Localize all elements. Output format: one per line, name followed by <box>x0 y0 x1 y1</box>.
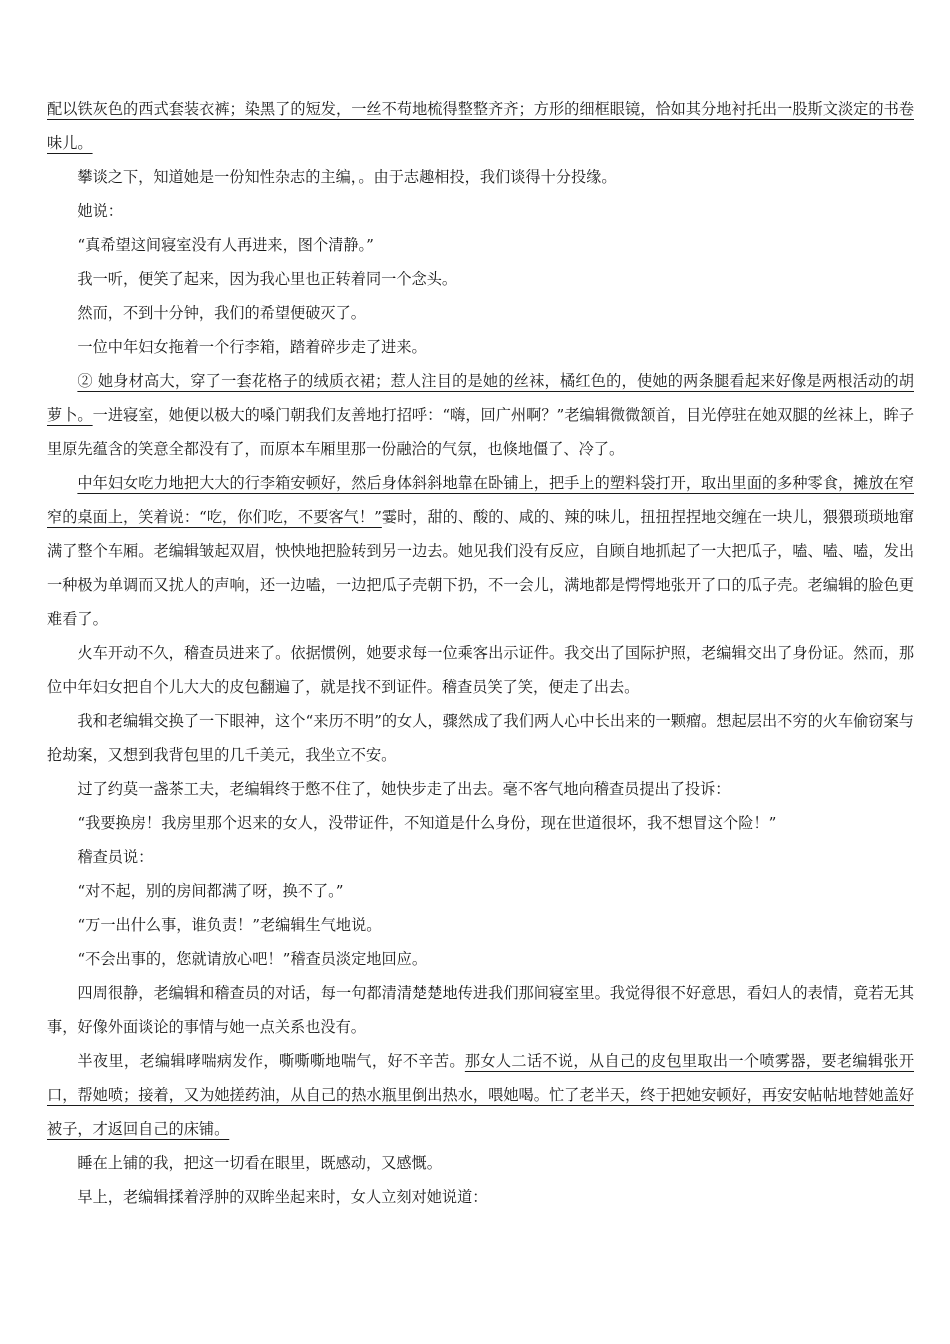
underlined-text: 中年妇女吃力地把大大的行李箱安顿好，然后身体斜斜地靠在卧铺上，把手上的塑料袋打开，取出里面的多种零食，摊放在窄窄的桌面上，笑着说：“吃，你们吃，不要客气！” <box>47 474 914 526</box>
paragraph-text: 然而，不到十分钟，我们的希望便破灭了。 <box>77 304 366 322</box>
paragraph <box>47 908 914 942</box>
paragraph-text: 半夜里，老编辑哮喘病发作，嘶嘶嘶地喘气，好不辛苦。 <box>77 1052 465 1070</box>
paragraph <box>47 160 914 194</box>
paragraph <box>47 92 914 160</box>
underlined-text: 那女人二话不说，从自己的皮包里取出一个喷雾器，要老编辑张开口，帮她喷；接着，又为她搓药油，从自己的热水瓶里倒出热水，喂她喝。忙了老半天，终于把她安顿好，再安安帖帖地替她盖好被子，才返回自己的床铺。 <box>47 1052 915 1138</box>
paragraph-text: 早上，老编辑揉着浮肿的双眸坐起来时，女人立刻对她说道： <box>77 1188 488 1206</box>
paragraph <box>47 262 914 296</box>
paragraph-text: 火车开动不久，稽查员进来了。依据惯例，她要求每一位乘客出示证件。我交出了国际护照，老编辑交出了身份证。然而，那位中年妇女把自个儿大大的皮包翻遍了，就是找不到证件。稽查员笑了笑，便走了出去。 <box>47 644 914 696</box>
paragraph <box>47 1044 914 1146</box>
paragraph-text: “我要换房！我房里那个迟来的女人，没带证件，不知道是什么身份，现在世道很坏，我不想冒这个险！” <box>77 814 777 832</box>
paragraph-text: “不会出事的，您就请放心吧！”稽查员淡定地回应。 <box>77 950 428 968</box>
paragraph <box>47 874 914 908</box>
paragraph <box>47 636 914 704</box>
paragraph <box>47 704 914 772</box>
paragraph-text: “对不起，别的房间都满了呀，换不了。” <box>77 882 344 900</box>
paragraph-text: 一位中年妇女拖着一个行李箱，踏着碎步走了进来。 <box>77 338 427 356</box>
paragraph-text: 我一听，便笑了起来，因为我心里也正转着同一个念头。 <box>77 270 458 288</box>
paragraph <box>47 194 914 228</box>
paragraph-text: 稽查员说： <box>77 848 154 866</box>
paragraph-text: “真希望这间寝室没有人再进来，图个清静。” <box>77 236 374 254</box>
paragraph-text: 过了约莫一盏茶工夫，老编辑终于憋不住了，她快步走了出去。毫不客气地向稽查员提出了投诉： <box>77 780 731 798</box>
underlined-text: 配以铁灰色的西式套装衣裤；染黑了的短发，一丝不苟地梳得整整齐齐；方形的细框眼镜，恰如其分地衬托出一股斯文淡定的书卷味儿。 <box>47 100 914 152</box>
paragraph-text: 四周很静，老编辑和稽查员的对话，每一句都清清楚楚地传进我们那间寝室里。我觉得很不好意思，看妇人的表情，竟若无其事，好像外面谈论的事情与她一点关系也没有。 <box>47 984 914 1036</box>
paragraph <box>47 1180 914 1214</box>
paragraph-text: 我和老编辑交换了一下眼神，这个“来历不明”的女人，骤然成了我们两人心中长出来的一颗瘤。想起层出不穷的火车偷窃案与抢劫案，又想到我背包里的几千美元，我坐立不安。 <box>47 712 914 764</box>
paragraph <box>47 228 914 262</box>
paragraph <box>47 772 914 806</box>
paragraph-text: 霎时，甜的、酸的、咸的、辣的味儿，扭扭捏捏地交缠在一块儿，猥猥琐琐地窜满了整个车厢。老编辑皱起双眉，怏怏地把脸转到另一边去。她见我们没有反应，自顾自地抓起了一大把瓜子，嗑、嗑、嗑，发出一种极为单调而又扰人的声响，还一边嗑，一边把瓜子壳朝下扔，不一会儿，满地都是愕愕地张开了口的瓜子壳。老编辑的脸色更难看了。 <box>47 508 915 628</box>
paragraph-text: 一进寝室，她便以极大的嗓门朝我们友善地打招呼：“嗨，回广州啊？”老编辑微微颔首，目光停驻在她双腿的丝袜上，眸子里原先蕴含的笑意全都没有了，而原本车厢里那一份融洽的气氛，也倏地僵了、冷了。 <box>47 406 915 458</box>
underlined-text: ② 她身材高大，穿了一套花格子的绒质衣裙；惹人注目的是她的丝袜，橘红色的，使她的两条腿看起来好像是两根活动的胡萝卜。 <box>47 372 914 424</box>
paragraph <box>47 976 914 1044</box>
paragraph <box>47 840 914 874</box>
paragraph <box>47 806 914 840</box>
paragraph <box>47 364 914 466</box>
paragraph-text: 攀谈之下，知道她是一份知性杂志的主编，。由于志趣相投，我们谈得十分投缘。 <box>77 168 617 186</box>
paragraph-text: 她说： <box>77 202 123 220</box>
paragraph-text: 睡在上铺的我，把这一切看在眼里，既感动，又感慨。 <box>77 1154 442 1172</box>
paragraph <box>47 942 914 976</box>
paragraph <box>47 330 914 364</box>
paragraph-text: “万一出什么事，谁负责！”老编辑生气地说。 <box>77 916 382 934</box>
paragraph <box>47 466 914 636</box>
paragraph <box>47 1146 914 1180</box>
paragraph <box>47 296 914 330</box>
